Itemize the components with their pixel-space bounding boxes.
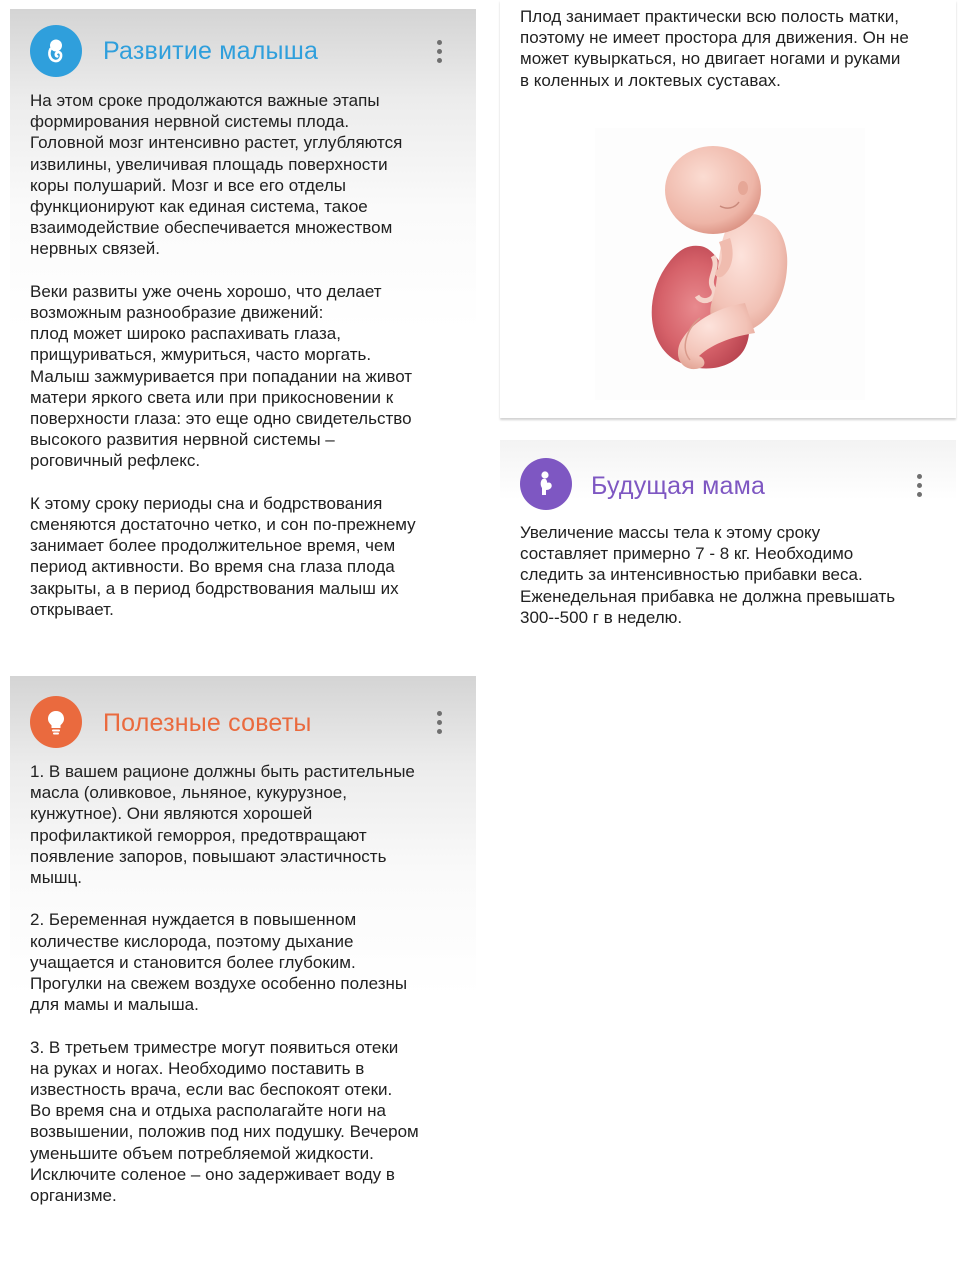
paragraph: 2. Беременная нуждается в повышенном количестве кислорода, поэтому дыхание учащается и становится более глубоким. Прогулки на свежем воздухе особенно полезны для мамы и малыша. xyxy=(30,910,408,1015)
baby-development-card-continued xyxy=(500,0,956,418)
card-title: Будущая мама xyxy=(591,472,766,500)
card-title: Развитие малыша xyxy=(103,37,319,65)
paragraph: 1. В вашем рационе должны быть растительные масла (оливковое, льняное, кукурузное, кунжутное). Они являются хорошей профилактикой геморроя, предотвращают появление запоров, повышают эластичность мышц. xyxy=(30,762,415,888)
fetus-illustration xyxy=(595,128,865,400)
future-mom-card xyxy=(500,440,956,632)
baby-development-card xyxy=(10,9,476,631)
paragraph: 3. В третьем триместре могут появиться отеки на руках и ногах. Необходимо поставить в известность врача, если вас беспокоят отеки. Во время сна и отдыха располагайте ноги на возвышении, положив под них подушку. Вечером уменьшите объем потребляемой жидкости. Исключите соленое – оно задерживает воду в организме. xyxy=(30,1037,419,1206)
paragraph: Увеличение массы тела к этому сроку составляет примерно 7 - 8 кг. Необходимо следить за интенсивностью прибавки веса. Еженедельная прибавка не должна превышать 300--500 г в неделю. xyxy=(520,523,896,627)
paragraph: Плод занимает практически всю полость матки, поэтому не имеет простора для движения. Он не может кувыркаться, но двигает ногами и руками в коленных и локтевых суставах. xyxy=(520,7,909,90)
more-vert-icon[interactable] xyxy=(907,468,931,502)
card-text xyxy=(30,761,470,1206)
paragraph: На этом сроке продолжаются важные этапы формирования нервной системы плода. Головной мозг интенсивно растет, углубляются извилины, увеличивая площадь поверхности коры полушарий. Мозг и все его отделы функционируют как единая система, такое взаимодействие обеспечивается множеством нервных связей. xyxy=(30,91,403,259)
more-vert-icon[interactable] xyxy=(427,34,451,68)
card-text xyxy=(520,6,950,91)
paragraph: К этому сроку периоды сна и бодрствования сменяются достаточно четко, и сон по-прежнему занимает более продолжительное время, чем период активности. Во время сна глаза плода закрыты, а в период бодрствования малыш их открывает. xyxy=(30,493,416,619)
more-vert-icon[interactable] xyxy=(427,705,451,739)
baby-icon xyxy=(30,25,82,77)
paragraph: Веки развиты уже очень хорошо, что делает возможным разнообразие движений: плод может широко распахивать глаза, прищуриваться, жмуриться, часто моргать. Малыш зажмуривается при попадании на живот матери яркого света или при прикосновении к поверхности глаза: это еще одно свидетельство высокого развития нервной системы – роговичный рефлекс. xyxy=(30,281,413,471)
useful-tips-card xyxy=(10,676,476,1250)
card-text xyxy=(30,90,470,620)
card-text xyxy=(520,522,950,628)
card-title: Полезные советы xyxy=(103,709,312,737)
pregnant-woman-icon xyxy=(520,458,572,510)
lightbulb-icon xyxy=(30,696,82,748)
